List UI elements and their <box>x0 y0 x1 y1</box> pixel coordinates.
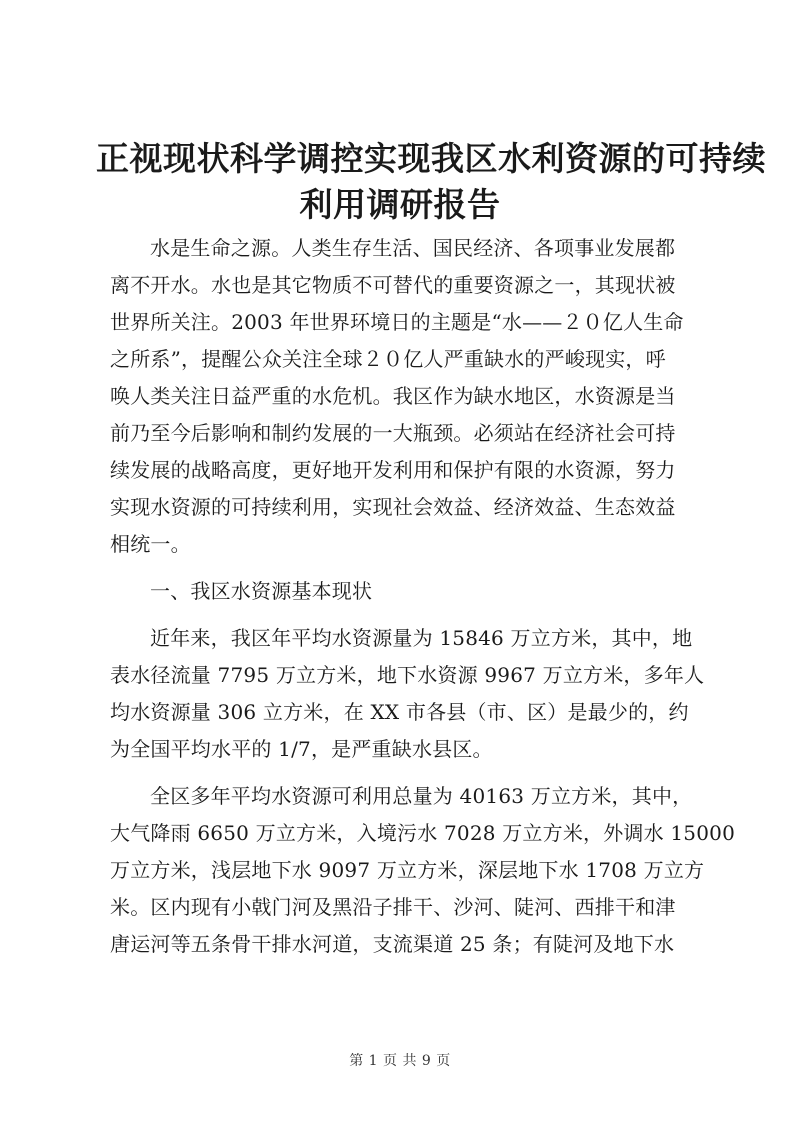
text-line: 唤人类关注日益严重的水危机。我区作为缺水地区，水资源是当 <box>110 384 676 408</box>
section-heading-text: 一、我区水资源基本现状 <box>150 579 373 603</box>
text-line: 之所系”，提醒公众关注全球２０亿人严重缺水的严峻现实，呼 <box>110 347 666 371</box>
text-line: 米。区内现有小戟门河及黑沿子排干、沙河、陡河、西排干和津 <box>110 895 676 919</box>
text-line: 实现水资源的可持续利用，实现社会效益、经济效益、生态效益 <box>110 495 676 519</box>
title-line-2: 利用调研报告 <box>299 185 501 224</box>
text-line: 相统一。 <box>110 532 191 556</box>
text-line: 万立方米，浅层地下水 9097 万立方米，深层地下水 1708 万立方 <box>110 858 705 882</box>
document-title <box>96 136 766 228</box>
text-line: 世界所关注。2003 年世界环境日的主题是“水——２０亿人生命 <box>110 310 684 334</box>
paragraph-water-resources <box>110 620 705 768</box>
text-line: 离不开水。水也是其它物质不可替代的重要资源之一，其现状被 <box>110 273 676 297</box>
paragraph-usable-total <box>110 778 736 963</box>
text-line: 均水资源量 306 立方米，在 XX 市各县（市、区）是最少的，约 <box>110 700 689 724</box>
text-line: 前乃至今后影响和制约发展的一大瓶颈。必须站在经济社会可持 <box>110 421 676 445</box>
paragraph-gap <box>110 563 695 573</box>
text-line: 为全国平均水平的 1/7，是严重缺水县区。 <box>110 737 493 761</box>
text-line: 续发展的战略高度，更好地开发利用和保护有限的水资源，努力 <box>110 458 676 482</box>
document-body <box>110 230 736 963</box>
page-footer: 第 1 页 共 9 页 <box>349 1053 451 1069</box>
paragraph-intro <box>110 230 695 563</box>
paragraph-gap <box>110 768 695 778</box>
paragraph-gap <box>110 610 695 620</box>
text-line: 水是生命之源。人类生存生活、国民经济、各项事业发展都 <box>150 236 676 260</box>
title-line-1: 正视现状科学调控实现我区水利资源的可持续 <box>96 139 766 178</box>
text-line: 唐运河等五条骨干排水河道，支流渠道 25 条；有陡河及地下水 <box>110 932 675 956</box>
text-line: 全区多年平均水资源可利用总量为 40163 万立方米，其中， <box>150 784 693 808</box>
section-heading <box>110 573 695 610</box>
text-line: 大气降雨 6650 万立方米，入境污水 7028 万立方米，外调水 15000 <box>110 821 736 845</box>
text-line: 表水径流量 7795 万立方米，地下水资源 9967 万立方米，多年人 <box>110 663 705 687</box>
text-line: 近年来，我区年平均水资源量为 15846 万立方米，其中，地 <box>150 626 693 650</box>
